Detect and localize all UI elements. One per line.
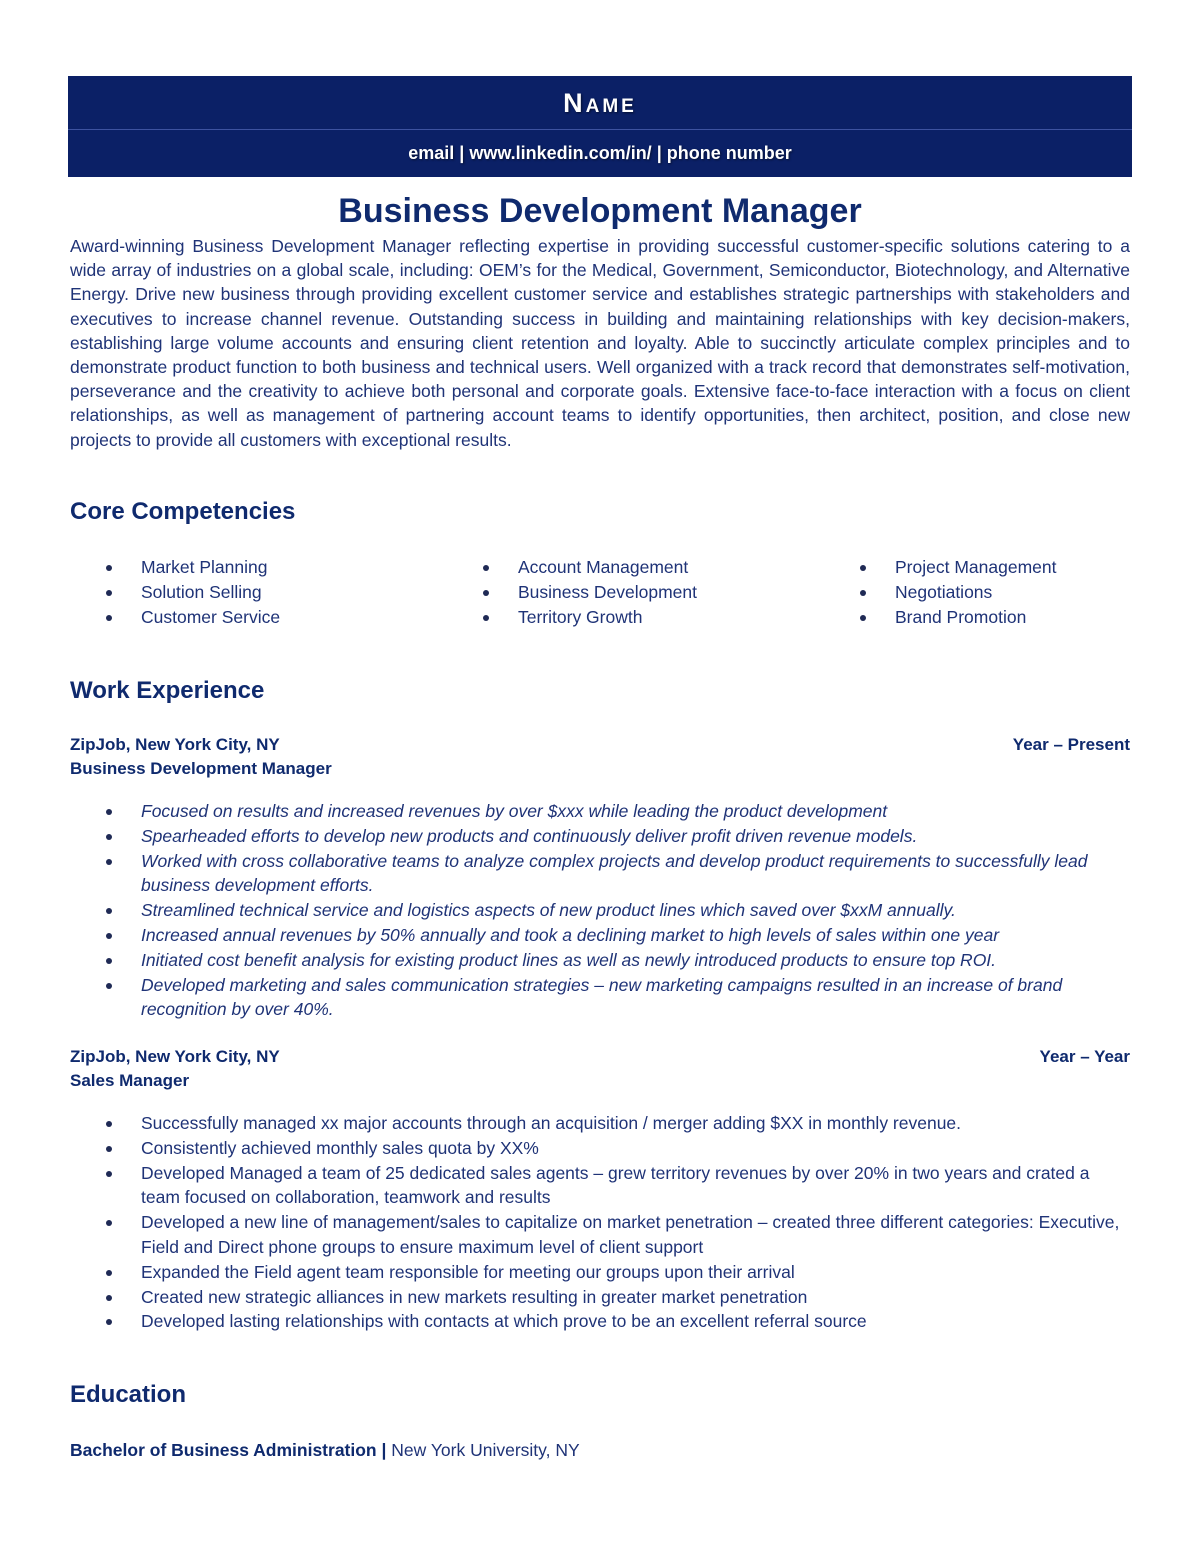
competency-label: Project Management [895, 557, 1057, 577]
bullet-icon [106, 809, 112, 815]
bullet-icon [106, 565, 112, 571]
competency-label: Account Management [518, 557, 689, 577]
duty-item [70, 1260, 1130, 1285]
competency-item [447, 580, 697, 605]
work-experience-heading: Work Experience [70, 677, 265, 704]
education-separator: | [381, 1440, 387, 1460]
bullet-icon [860, 590, 866, 596]
duty-text: Created new strategic alliances in new markets resulting in greater market penetration [141, 1286, 808, 1307]
competencies-column-3 [824, 555, 1056, 630]
duty-text: Worked with cross collaborative teams to analyze complex projects and develop product requirements to successfully lead business development efforts. [141, 850, 1088, 896]
job-role: Sales Manager [70, 1071, 190, 1090]
job-header [70, 1045, 1130, 1095]
competency-item [447, 605, 697, 630]
duty-item [70, 1285, 1130, 1310]
job-company: ZipJob, New York City, NY [70, 1047, 280, 1066]
bullet-icon [106, 615, 112, 621]
competency-label: Market Planning [141, 557, 268, 577]
bullet-icon [106, 1146, 112, 1152]
bullet-icon [106, 1121, 112, 1127]
bullet-icon [106, 958, 112, 964]
competency-item [824, 580, 1056, 605]
job-duties-list [70, 799, 1130, 1022]
duty-text: Developed Managed a team of 25 dedicated sales agents – grew territory revenues by over 20% in two years and crated a team focused on collaboration, teamwork and results [141, 1162, 1090, 1208]
bullet-icon [483, 565, 489, 571]
resume-title: Business Development Manager [338, 192, 862, 230]
duty-text: Consistently achieved monthly sales quota by XX% [141, 1137, 539, 1158]
degree: Bachelor of Business Administration [70, 1440, 377, 1460]
professional-summary: Award-winning Business Development Manager reflecting expertise in providing successful customer-specific solutions catering to a wide array of industries on a global scale, including: OEM’s for the Medical, Government, Semiconductor, Biotechnology, and Alternative Energy. Drive new business through providing excellent customer service and establishes strategic partnerships with stakeholders and executives to increase channel revenue. Outstanding success in building and maintaining relationships with key decision-makers, establishing large volume accounts and ensuring client retention and loyalty. Able to succinctly articulate complex principles and to demonstrate product function to both business and technical users. Well organized with a track record that demonstrates self-motivation, perseverance and the creativity to achieve both personal and corporate goals. Extensive face-to-face interaction with a focus on client relationships, as well as management of partnering account teams to identify opportunities, then architect, position, and close new projects to provide all customers with exceptional results. [70, 236, 1130, 450]
job-company: ZipJob, New York City, NY [70, 735, 280, 754]
bullet-icon [860, 615, 866, 621]
competency-label: Negotiations [895, 582, 993, 602]
duty-item [70, 1111, 1130, 1136]
competency-label: Solution Selling [141, 582, 262, 602]
competency-item [70, 605, 280, 630]
bullet-icon [860, 565, 866, 571]
duty-text: Developed a new line of management/sales to capitalize on market penetration – created three different categories: Executive, Field and Direct phone groups to ensure maximum level of client support [141, 1212, 1120, 1257]
header-banner [68, 76, 1132, 177]
duty-item [70, 1210, 1130, 1260]
duty-text: Spearheaded efforts to develop new products and continuously deliver profit driven revenue models. [141, 825, 918, 846]
duty-text: Streamlined technical service and logistics aspects of new product lines which saved over $xxM annually. [141, 900, 956, 921]
duty-item [70, 923, 1130, 948]
competency-item [447, 555, 697, 580]
competency-label: Customer Service [141, 607, 281, 627]
core-competencies-heading: Core Competencies [70, 498, 296, 525]
bullet-icon [106, 1171, 112, 1177]
bullet-icon [106, 1270, 112, 1276]
bullet-icon [106, 1220, 112, 1226]
name-row [68, 76, 1132, 130]
duty-text: Increased annual revenues by 50% annually and took a declining market to high levels of sales within one year [141, 924, 1000, 945]
bullet-icon [106, 590, 112, 596]
competency-label: Business Development [518, 582, 697, 602]
job-duties-list [70, 1111, 1130, 1334]
duty-item [70, 1309, 1130, 1334]
contact-row [68, 136, 1132, 170]
duty-item [70, 1136, 1130, 1161]
job-role: Business Development Manager [70, 759, 332, 778]
bullet-icon [106, 1319, 112, 1325]
bullet-icon [483, 590, 489, 596]
bullet-icon [106, 834, 112, 840]
duty-text: Expanded the Field agent team responsible for meeting our groups upon their arrival [141, 1261, 795, 1282]
bullet-icon [106, 1295, 112, 1301]
competency-item [70, 580, 280, 605]
duty-item [70, 973, 1130, 1023]
duty-item [70, 948, 1130, 973]
duty-text: Developed marketing and sales communication strategies – new marketing campaigns resulted in an increase of brand recognition by over 40%. [141, 974, 1063, 1020]
job-dates: Year – Present [1012, 735, 1130, 754]
bullet-icon [106, 859, 112, 865]
competency-item [824, 555, 1056, 580]
job-dates: Year – Year [1039, 1047, 1130, 1066]
banner-divider [68, 129, 1132, 130]
bullet-icon [483, 615, 489, 621]
school: New York University, NY [391, 1440, 580, 1460]
education-heading: Education [70, 1381, 187, 1408]
competency-item [824, 605, 1056, 630]
duty-text: Developed lasting relationships with contacts at which prove to be an excellent referral source [141, 1311, 867, 1332]
bullet-icon [106, 933, 112, 939]
duty-item [70, 799, 1130, 824]
duty-item [70, 849, 1130, 899]
bullet-icon [106, 983, 112, 989]
job-header [70, 733, 1130, 783]
duty-item [70, 1161, 1130, 1211]
bullet-icon [106, 908, 112, 914]
candidate-name: Name [563, 87, 637, 118]
competency-label: Brand Promotion [895, 607, 1027, 627]
competencies-column-1 [70, 555, 280, 630]
duty-text: Focused on results and increased revenues by over $xxx while leading the product development [141, 801, 888, 821]
contact-info: email | www.linkedin.com/in/ | phone number [408, 142, 792, 163]
duty-item [70, 824, 1130, 849]
duty-item [70, 898, 1130, 923]
competency-item [70, 555, 280, 580]
education-entry [70, 1437, 580, 1463]
competency-label: Territory Growth [518, 607, 643, 627]
duty-text: Successfully managed xx major accounts through an acquisition / merger adding $XX in monthly revenue. [141, 1113, 962, 1133]
competencies-column-2 [447, 555, 697, 630]
duty-text: Initiated cost benefit analysis for existing product lines as well as newly introduced products to ensure top ROI. [141, 949, 997, 970]
